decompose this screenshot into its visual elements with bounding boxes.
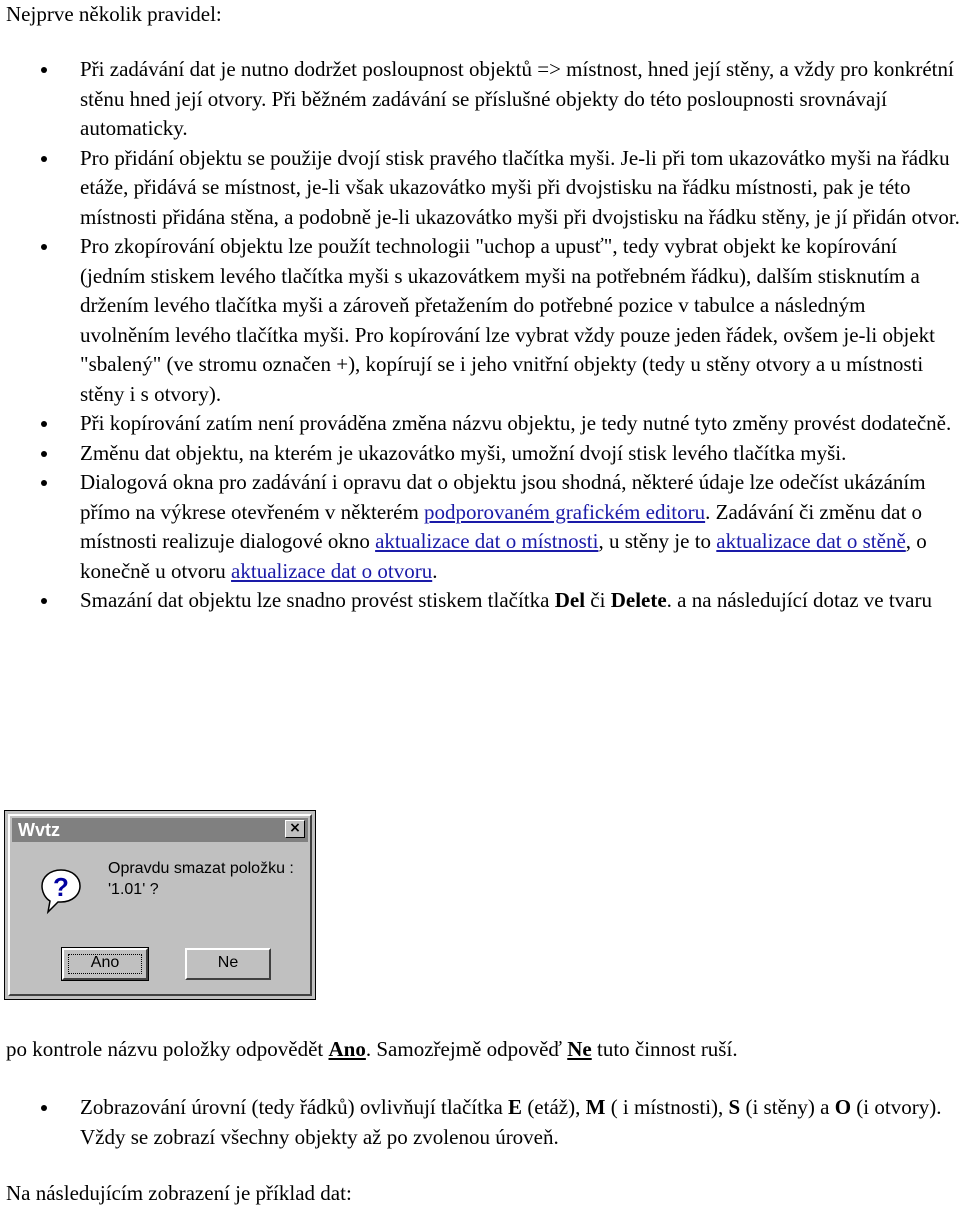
key-del: Del xyxy=(554,588,586,612)
intro-paragraph: Nejprve několik pravidel: xyxy=(6,2,222,26)
svg-text:?: ? xyxy=(53,872,69,902)
key-s: S xyxy=(728,1095,741,1119)
confirm-dialog xyxy=(8,814,312,996)
dialog-titlebar xyxy=(12,818,308,842)
dialog-message xyxy=(108,858,294,900)
link-graphic-editor[interactable]: podporovaném grafickém editoru xyxy=(424,499,706,524)
after-dialog-paragraph: po kontrole názvu položky odpovědět Ano. Samozřejmě odpověď Ne tuto činnost ruší. xyxy=(6,1037,738,1061)
dialog-message-line: Opravdu smazat položku : xyxy=(108,860,294,877)
close-button[interactable] xyxy=(285,820,305,838)
rules-list xyxy=(0,55,960,616)
key-delete: Delete xyxy=(610,588,667,612)
close-icon: × xyxy=(289,820,301,836)
list-item: Pro zkopírování objektu lze použít technologii "uchop a upusť", tedy vybrat objekt ke kopírování (jedním stiskem levého tlačítka myši s ukazovátkem myši na potřebném řádku), dalším stisknutím a držením levého tlačítka myši a zároveň přetažením do potřebné pozice v tabulce a následným uvolněním levého tlačítka myši. Pro kopírování lze vybrat vždy pouze jeden řádek, ovšem je-li objekt "sbalený" (ve stromu označen +), kopírují se i jeho vnitřní objekty (tedy u stěny otvory a u místnosti stěny i s otvory). xyxy=(0,232,960,409)
bullet-icon xyxy=(41,156,47,162)
yes-button-label: Ano xyxy=(90,954,120,971)
levels-list xyxy=(0,1093,960,1152)
dialog-message-line: '1.01' ? xyxy=(108,881,159,898)
focus-rect xyxy=(68,954,142,974)
link-room-update[interactable]: aktualizace dat o místnosti xyxy=(375,529,599,553)
list-item: Pro přidání objektu se použije dvojí stisk pravého tlačítka myši. Je-li při tom ukazovátko myši na řádku etáže, přidává se místnost, je-li však ukazovátko myši při dvojstisku na řádku místnosti, pak je této místnosti přidána stěna, a podobně je-li ukazovátko myši při dvojstisku na řádku stěny, je jí přidán otvor. xyxy=(0,144,960,233)
list-item: Při kopírování zatím není prováděna změna názvu objektu, je tedy nutné tyto změny provést dodatečně. xyxy=(0,409,960,439)
bullet-icon xyxy=(41,421,47,427)
list-item: Smazání dat objektu lze snadno provést stiskem tlačítka Del či Delete. a na následující dotaz ve tvaru xyxy=(0,586,960,616)
link-wall-update[interactable]: aktualizace dat o stěně xyxy=(716,529,906,553)
key-o: O xyxy=(834,1095,852,1119)
link-opening-update[interactable]: aktualizace dat o otvoru xyxy=(231,558,433,583)
list-item: Změnu dat objektu, na kterém je ukazovátko myši, umožní dvojí stisk levého tlačítka myši. xyxy=(0,439,960,469)
bullet-icon xyxy=(41,67,47,73)
list-item: Při zadávání dat je nutno dodržet posloupnost objektů => místnost, hned její stěny, a vždy pro konkrétní stěnu hned její otvory. Při běžném zadávání se příslušné objekty do této posloupnosti srovnávají automaticky. xyxy=(0,55,960,144)
list-item: Zobrazování úrovní (tedy řádků) ovlivňují tlačítka E (etáž), M ( i místnosti), S (i stěny) a O (i otvory). Vždy se zobrazí všechny objekty až po zvolenou úroveň. xyxy=(0,1093,960,1152)
bullet-icon xyxy=(41,1105,47,1111)
bullet-icon xyxy=(41,451,47,457)
bullet-icon xyxy=(41,598,47,604)
answer-no: Ne xyxy=(567,1037,592,1061)
answer-yes: Ano xyxy=(328,1037,366,1061)
list-item: Dialogová okna pro zadávání i opravu dat o objektu jsou shodná, některé údaje lze odečíst ukázáním přímo na výkrese otevřeném v některém podporovaném grafickém editoru. Zadávání či změnu dat o místnosti realizuje dialogové okno aktualizace dat o místnosti, u stěny je to aktualizace dat o stěně, o konečně u otvoru aktualizace dat o otvoru. xyxy=(0,468,960,586)
key-e: E xyxy=(508,1095,523,1119)
final-paragraph: Na následujícím zobrazení je příklad dat: xyxy=(6,1181,352,1205)
key-m: M xyxy=(585,1095,606,1119)
dialog-title: Wvtz xyxy=(18,820,60,840)
confirm-dialog-screenshot xyxy=(4,810,316,1000)
bullet-icon xyxy=(41,480,47,486)
question-icon xyxy=(40,868,82,916)
no-button[interactable] xyxy=(185,948,271,980)
yes-button[interactable] xyxy=(62,948,148,980)
bullet-icon xyxy=(41,244,47,250)
no-button-label: Ne xyxy=(217,954,239,971)
